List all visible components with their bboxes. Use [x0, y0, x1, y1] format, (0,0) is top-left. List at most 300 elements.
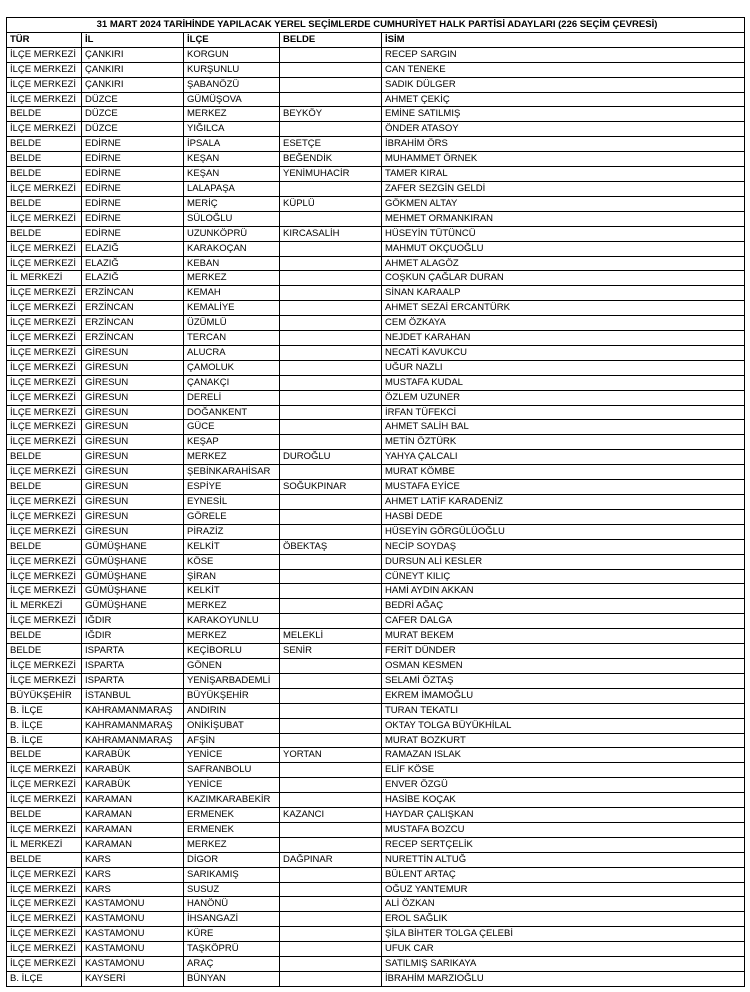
cell-isim: TURAN TEKATLI [382, 703, 745, 718]
cell-belde [280, 897, 382, 912]
cell-tur: İLÇE MERKEZİ [7, 778, 82, 793]
cell-il: GİRESUN [82, 465, 184, 480]
table-row [7, 181, 745, 196]
cell-belde [280, 703, 382, 718]
cell-belde [280, 927, 382, 942]
table-body [7, 47, 745, 986]
table-row [7, 852, 745, 867]
cell-ilce: YENİCE [184, 748, 280, 763]
cell-belde [280, 957, 382, 972]
cell-isim: MURAT KÖMBE [382, 465, 745, 480]
cell-belde [280, 763, 382, 778]
cell-ilce: SUSUZ [184, 882, 280, 897]
table-row [7, 867, 745, 882]
cell-isim: CAFER DALGA [382, 614, 745, 629]
cell-ilce: LALAPAŞA [184, 181, 280, 196]
cell-tur: İLÇE MERKEZİ [7, 92, 82, 107]
cell-belde: BEYKÖY [280, 107, 382, 122]
cell-ilce: MERKEZ [184, 837, 280, 852]
table-row [7, 256, 745, 271]
header-ilce: İLÇE [184, 32, 280, 47]
cell-belde [280, 673, 382, 688]
cell-belde [280, 688, 382, 703]
table-row [7, 211, 745, 226]
table-row [7, 122, 745, 137]
cell-il: GİRESUN [82, 375, 184, 390]
cell-ilce: ÇAMOLUK [184, 360, 280, 375]
cell-isim: RAMAZAN ISLAK [382, 748, 745, 763]
cell-tur: İLÇE MERKEZİ [7, 420, 82, 435]
cell-belde [280, 882, 382, 897]
cell-il: KARAMAN [82, 822, 184, 837]
cell-tur: İLÇE MERKEZİ [7, 316, 82, 331]
cell-belde [280, 837, 382, 852]
table-row [7, 77, 745, 92]
cell-isim: HÜSEYİN GÖRGÜLÜOĞLU [382, 524, 745, 539]
cell-il: GÜMÜŞHANE [82, 599, 184, 614]
cell-isim: İBRAHİM MARZIOĞLU [382, 972, 745, 987]
cell-il: KASTAMONU [82, 942, 184, 957]
cell-tur: İLÇE MERKEZİ [7, 47, 82, 62]
cell-tur: BELDE [7, 629, 82, 644]
cell-ilce: MERKEZ [184, 271, 280, 286]
cell-il: KASTAMONU [82, 927, 184, 942]
cell-ilce: İHSANGAZİ [184, 912, 280, 927]
cell-belde: SENİR [280, 644, 382, 659]
cell-il: GÜMÜŞHANE [82, 539, 184, 554]
cell-il: KARAMAN [82, 793, 184, 808]
cell-tur: İLÇE MERKEZİ [7, 405, 82, 420]
cell-il: ERZİNCAN [82, 316, 184, 331]
cell-belde: KÜPLÜ [280, 196, 382, 211]
cell-il: ÇANKIRI [82, 62, 184, 77]
cell-tur: İLÇE MERKEZİ [7, 181, 82, 196]
cell-ilce: TERCAN [184, 331, 280, 346]
cell-il: GİRESUN [82, 524, 184, 539]
table-row [7, 360, 745, 375]
cell-isim: MURAT BEKEM [382, 629, 745, 644]
cell-ilce: SARIKAMIŞ [184, 867, 280, 882]
table-row [7, 748, 745, 763]
table-row [7, 405, 745, 420]
header-row [7, 32, 745, 47]
cell-il: EDİRNE [82, 152, 184, 167]
cell-il: DÜZCE [82, 122, 184, 137]
cell-ilce: AFŞİN [184, 733, 280, 748]
table-row [7, 420, 745, 435]
cell-isim: ALİ ÖZKAN [382, 897, 745, 912]
table-row [7, 793, 745, 808]
cell-isim: RECEP SERTÇELİK [382, 837, 745, 852]
cell-belde [280, 584, 382, 599]
cell-il: KARABÜK [82, 748, 184, 763]
cell-tur: İLÇE MERKEZİ [7, 241, 82, 256]
cell-belde [280, 867, 382, 882]
cell-belde [280, 569, 382, 584]
cell-isim: HAYDAR ÇALIŞKAN [382, 808, 745, 823]
table-row [7, 196, 745, 211]
cell-ilce: DİGOR [184, 852, 280, 867]
cell-belde [280, 122, 382, 137]
cell-ilce: ERMENEK [184, 822, 280, 837]
cell-belde [280, 778, 382, 793]
cell-ilce: GÜMÜŞOVA [184, 92, 280, 107]
table-row [7, 152, 745, 167]
cell-isim: NECATİ KAVUKCU [382, 345, 745, 360]
cell-il: EDİRNE [82, 226, 184, 241]
cell-ilce: KEMAH [184, 286, 280, 301]
cell-belde: KAZANCI [280, 808, 382, 823]
table-row [7, 718, 745, 733]
cell-ilce: BÜNYAN [184, 972, 280, 987]
cell-isim: MUSTAFA KUDAL [382, 375, 745, 390]
cell-il: ELAZIĞ [82, 271, 184, 286]
cell-belde [280, 942, 382, 957]
cell-tur: İLÇE MERKEZİ [7, 584, 82, 599]
cell-ilce: YENİŞARBADEMLİ [184, 673, 280, 688]
candidates-table [6, 17, 745, 987]
cell-tur: İLÇE MERKEZİ [7, 122, 82, 137]
cell-il: KARABÜK [82, 763, 184, 778]
cell-belde [280, 599, 382, 614]
cell-tur: B. İLÇE [7, 972, 82, 987]
cell-isim: İBRAHİM ÖRS [382, 137, 745, 152]
cell-ilce: KARAKOYUNLU [184, 614, 280, 629]
cell-ilce: MERKEZ [184, 629, 280, 644]
cell-il: KARS [82, 852, 184, 867]
cell-il: KASTAMONU [82, 957, 184, 972]
cell-il: KASTAMONU [82, 912, 184, 927]
cell-isim: ELİF KÖSE [382, 763, 745, 778]
cell-il: ELAZIĞ [82, 256, 184, 271]
cell-tur: İLÇE MERKEZİ [7, 360, 82, 375]
cell-tur: B. İLÇE [7, 718, 82, 733]
cell-tur: İL MERKEZİ [7, 837, 82, 852]
cell-tur: BELDE [7, 107, 82, 122]
cell-il: KAHRAMANMARAŞ [82, 733, 184, 748]
cell-ilce: ÜZÜMLÜ [184, 316, 280, 331]
cell-belde [280, 360, 382, 375]
cell-ilce: ŞABANÖZÜ [184, 77, 280, 92]
cell-il: ÇANKIRI [82, 77, 184, 92]
cell-tur: İLÇE MERKEZİ [7, 912, 82, 927]
cell-ilce: TAŞKÖPRÜ [184, 942, 280, 957]
cell-il: ERZİNCAN [82, 301, 184, 316]
cell-belde [280, 733, 382, 748]
table-row [7, 524, 745, 539]
cell-tur: İLÇE MERKEZİ [7, 435, 82, 450]
cell-il: ERZİNCAN [82, 331, 184, 346]
cell-tur: İLÇE MERKEZİ [7, 554, 82, 569]
cell-belde [280, 331, 382, 346]
cell-isim: NEJDET KARAHAN [382, 331, 745, 346]
cell-ilce: ŞİRAN [184, 569, 280, 584]
table-row [7, 882, 745, 897]
cell-belde [280, 793, 382, 808]
cell-isim: ÖNDER ATASOY [382, 122, 745, 137]
cell-ilce: ONİKİŞUBAT [184, 718, 280, 733]
cell-belde: SOĞUKPINAR [280, 480, 382, 495]
table-row [7, 345, 745, 360]
cell-il: ELAZIĞ [82, 241, 184, 256]
cell-ilce: BÜYÜKŞEHİR [184, 688, 280, 703]
table-row [7, 271, 745, 286]
cell-ilce: ANDIRIN [184, 703, 280, 718]
cell-ilce: MERKEZ [184, 450, 280, 465]
table-row [7, 599, 745, 614]
cell-isim: NURETTİN ALTUĞ [382, 852, 745, 867]
cell-tur: İLÇE MERKEZİ [7, 256, 82, 271]
cell-ilce: KORGUN [184, 47, 280, 62]
cell-ilce: YENİCE [184, 778, 280, 793]
cell-tur: İLÇE MERKEZİ [7, 286, 82, 301]
cell-ilce: KURŞUNLU [184, 62, 280, 77]
cell-isim: CÜNEYT KILIÇ [382, 569, 745, 584]
cell-tur: BELDE [7, 196, 82, 211]
cell-tur: İLÇE MERKEZİ [7, 897, 82, 912]
cell-ilce: GÜCE [184, 420, 280, 435]
cell-belde [280, 211, 382, 226]
cell-ilce: KEŞAN [184, 152, 280, 167]
cell-il: ISPARTA [82, 658, 184, 673]
table-row [7, 62, 745, 77]
cell-il: GİRESUN [82, 345, 184, 360]
table-row [7, 763, 745, 778]
cell-belde [280, 286, 382, 301]
cell-il: GİRESUN [82, 435, 184, 450]
cell-belde [280, 465, 382, 480]
cell-il: ISPARTA [82, 673, 184, 688]
cell-tur: İLÇE MERKEZİ [7, 62, 82, 77]
cell-ilce: ÇANAKÇI [184, 375, 280, 390]
cell-belde [280, 92, 382, 107]
cell-il: ÇANKIRI [82, 47, 184, 62]
cell-il: IĞDIR [82, 629, 184, 644]
cell-isim: BEDRİ AĞAÇ [382, 599, 745, 614]
cell-belde [280, 271, 382, 286]
cell-isim: METİN ÖZTÜRK [382, 435, 745, 450]
cell-belde: BEĞENDİK [280, 152, 382, 167]
cell-belde [280, 47, 382, 62]
cell-belde [280, 375, 382, 390]
candidates-sheet [6, 17, 744, 987]
cell-isim: SİNAN KARAALP [382, 286, 745, 301]
cell-il: KARAMAN [82, 837, 184, 852]
cell-tur: BÜYÜKŞEHİR [7, 688, 82, 703]
cell-belde [280, 390, 382, 405]
cell-tur: BELDE [7, 748, 82, 763]
cell-isim: HASBİ DEDE [382, 509, 745, 524]
cell-isim: UĞUR NAZLI [382, 360, 745, 375]
cell-ilce: UZUNKÖPRÜ [184, 226, 280, 241]
cell-il: KARABÜK [82, 778, 184, 793]
cell-tur: İLÇE MERKEZİ [7, 763, 82, 778]
cell-tur: İLÇE MERKEZİ [7, 867, 82, 882]
cell-isim: İRFAN TÜFEKCİ [382, 405, 745, 420]
cell-isim: UFUK CAR [382, 942, 745, 957]
cell-tur: BELDE [7, 152, 82, 167]
cell-il: KARS [82, 882, 184, 897]
cell-isim: SELAMİ ÖZTAŞ [382, 673, 745, 688]
cell-tur: BELDE [7, 480, 82, 495]
cell-il: KASTAMONU [82, 897, 184, 912]
cell-belde: MELEKLİ [280, 629, 382, 644]
header-belde: BELDE [280, 32, 382, 47]
cell-isim: OSMAN KESMEN [382, 658, 745, 673]
cell-isim: SATILMIŞ SARIKAYA [382, 957, 745, 972]
cell-ilce: ŞEBİNKARAHİSAR [184, 465, 280, 480]
cell-isim: RECEP SARGIN [382, 47, 745, 62]
cell-isim: NECİP SOYDAŞ [382, 539, 745, 554]
table-row [7, 942, 745, 957]
cell-belde [280, 345, 382, 360]
cell-belde [280, 524, 382, 539]
cell-isim: CAN TENEKE [382, 62, 745, 77]
cell-belde [280, 822, 382, 837]
cell-isim: MEHMET ORMANKIRAN [382, 211, 745, 226]
cell-tur: BELDE [7, 450, 82, 465]
cell-tur: BELDE [7, 137, 82, 152]
table-row [7, 286, 745, 301]
cell-isim: HAMİ AYDIN AKKAN [382, 584, 745, 599]
table-row [7, 107, 745, 122]
table-row [7, 331, 745, 346]
cell-il: EDİRNE [82, 167, 184, 182]
cell-tur: İLÇE MERKEZİ [7, 375, 82, 390]
table-row [7, 912, 745, 927]
cell-il: ISPARTA [82, 644, 184, 659]
table-row [7, 927, 745, 942]
cell-tur: İLÇE MERKEZİ [7, 495, 82, 510]
cell-il: GİRESUN [82, 509, 184, 524]
cell-tur: İLÇE MERKEZİ [7, 331, 82, 346]
cell-il: GİRESUN [82, 420, 184, 435]
table-row [7, 569, 745, 584]
cell-ilce: MERKEZ [184, 107, 280, 122]
cell-isim: AHMET SEZAİ ERCANTÜRK [382, 301, 745, 316]
table-row [7, 554, 745, 569]
cell-il: GÜMÜŞHANE [82, 554, 184, 569]
cell-il: EDİRNE [82, 181, 184, 196]
table-row [7, 658, 745, 673]
cell-belde [280, 509, 382, 524]
cell-isim: YAHYA ÇALCALI [382, 450, 745, 465]
cell-tur: İLÇE MERKEZİ [7, 301, 82, 316]
cell-tur: BELDE [7, 167, 82, 182]
cell-isim: GÖKMEN ALTAY [382, 196, 745, 211]
cell-isim: MUHAMMET ÖRNEK [382, 152, 745, 167]
cell-belde [280, 301, 382, 316]
cell-isim: SADIK DÜLGER [382, 77, 745, 92]
cell-tur: İLÇE MERKEZİ [7, 77, 82, 92]
cell-ilce: KARAKOÇAN [184, 241, 280, 256]
cell-tur: İL MERKEZİ [7, 271, 82, 286]
cell-tur: İLÇE MERKEZİ [7, 793, 82, 808]
cell-ilce: ARAÇ [184, 957, 280, 972]
cell-belde [280, 420, 382, 435]
cell-ilce: ESPİYE [184, 480, 280, 495]
cell-ilce: İPSALA [184, 137, 280, 152]
cell-belde [280, 181, 382, 196]
cell-tur: BELDE [7, 539, 82, 554]
cell-isim: HASİBE KOÇAK [382, 793, 745, 808]
cell-ilce: KEŞAP [184, 435, 280, 450]
cell-il: ERZİNCAN [82, 286, 184, 301]
cell-isim: ŞİLA BİHTER TOLGA ÇELEBİ [382, 927, 745, 942]
table-row [7, 673, 745, 688]
cell-isim: ENVER ÖZGÜ [382, 778, 745, 793]
cell-ilce: MERİÇ [184, 196, 280, 211]
cell-isim: EROL SAĞLIK [382, 912, 745, 927]
cell-il: IĞDIR [82, 614, 184, 629]
table-row [7, 465, 745, 480]
table-row [7, 539, 745, 554]
cell-belde [280, 256, 382, 271]
cell-tur: İLÇE MERKEZİ [7, 569, 82, 584]
cell-belde [280, 62, 382, 77]
cell-tur: İLÇE MERKEZİ [7, 211, 82, 226]
cell-isim: MAHMUT OKÇUOĞLU [382, 241, 745, 256]
cell-isim: AHMET ALAGÖZ [382, 256, 745, 271]
table-row [7, 897, 745, 912]
cell-il: DÜZCE [82, 107, 184, 122]
table-row [7, 92, 745, 107]
table-row [7, 629, 745, 644]
cell-ilce: DERELİ [184, 390, 280, 405]
table-row [7, 614, 745, 629]
table-row [7, 822, 745, 837]
cell-belde [280, 405, 382, 420]
cell-belde [280, 658, 382, 673]
cell-tur: İLÇE MERKEZİ [7, 345, 82, 360]
cell-il: GİRESUN [82, 480, 184, 495]
table-row [7, 584, 745, 599]
cell-il: KARAMAN [82, 808, 184, 823]
cell-isim: AHMET ÇEKİÇ [382, 92, 745, 107]
table-row [7, 241, 745, 256]
table-title: 31 MART 2024 TARİHİNDE YAPILACAK YEREL SEÇİMLERDE CUMHURİYET HALK PARTİSİ ADAYLARI (226 SEÇİM ÇEVRESİ) [7, 18, 745, 33]
table-row [7, 301, 745, 316]
cell-il: GÜMÜŞHANE [82, 569, 184, 584]
cell-isim: FERİT DÜNDER [382, 644, 745, 659]
cell-belde: YENİMUHACİR [280, 167, 382, 182]
cell-tur: İLÇE MERKEZİ [7, 614, 82, 629]
cell-ilce: MERKEZ [184, 599, 280, 614]
cell-il: GÜMÜŞHANE [82, 584, 184, 599]
header-il: İL [82, 32, 184, 47]
cell-isim: OĞUZ YANTEMUR [382, 882, 745, 897]
table-row [7, 688, 745, 703]
cell-il: KARS [82, 867, 184, 882]
cell-tur: BELDE [7, 808, 82, 823]
cell-tur: İLÇE MERKEZİ [7, 957, 82, 972]
cell-tur: İLÇE MERKEZİ [7, 942, 82, 957]
cell-tur: İLÇE MERKEZİ [7, 658, 82, 673]
cell-belde [280, 912, 382, 927]
cell-tur: İLÇE MERKEZİ [7, 390, 82, 405]
cell-isim: MUSTAFA BOZCU [382, 822, 745, 837]
cell-belde: DAĞPINAR [280, 852, 382, 867]
cell-isim: COŞKUN ÇAĞLAR DURAN [382, 271, 745, 286]
table-row [7, 733, 745, 748]
cell-ilce: SÜLOĞLU [184, 211, 280, 226]
cell-belde [280, 554, 382, 569]
cell-belde [280, 435, 382, 450]
table-row [7, 778, 745, 793]
cell-ilce: KÖSE [184, 554, 280, 569]
cell-il: GİRESUN [82, 450, 184, 465]
cell-tur: İLÇE MERKEZİ [7, 524, 82, 539]
